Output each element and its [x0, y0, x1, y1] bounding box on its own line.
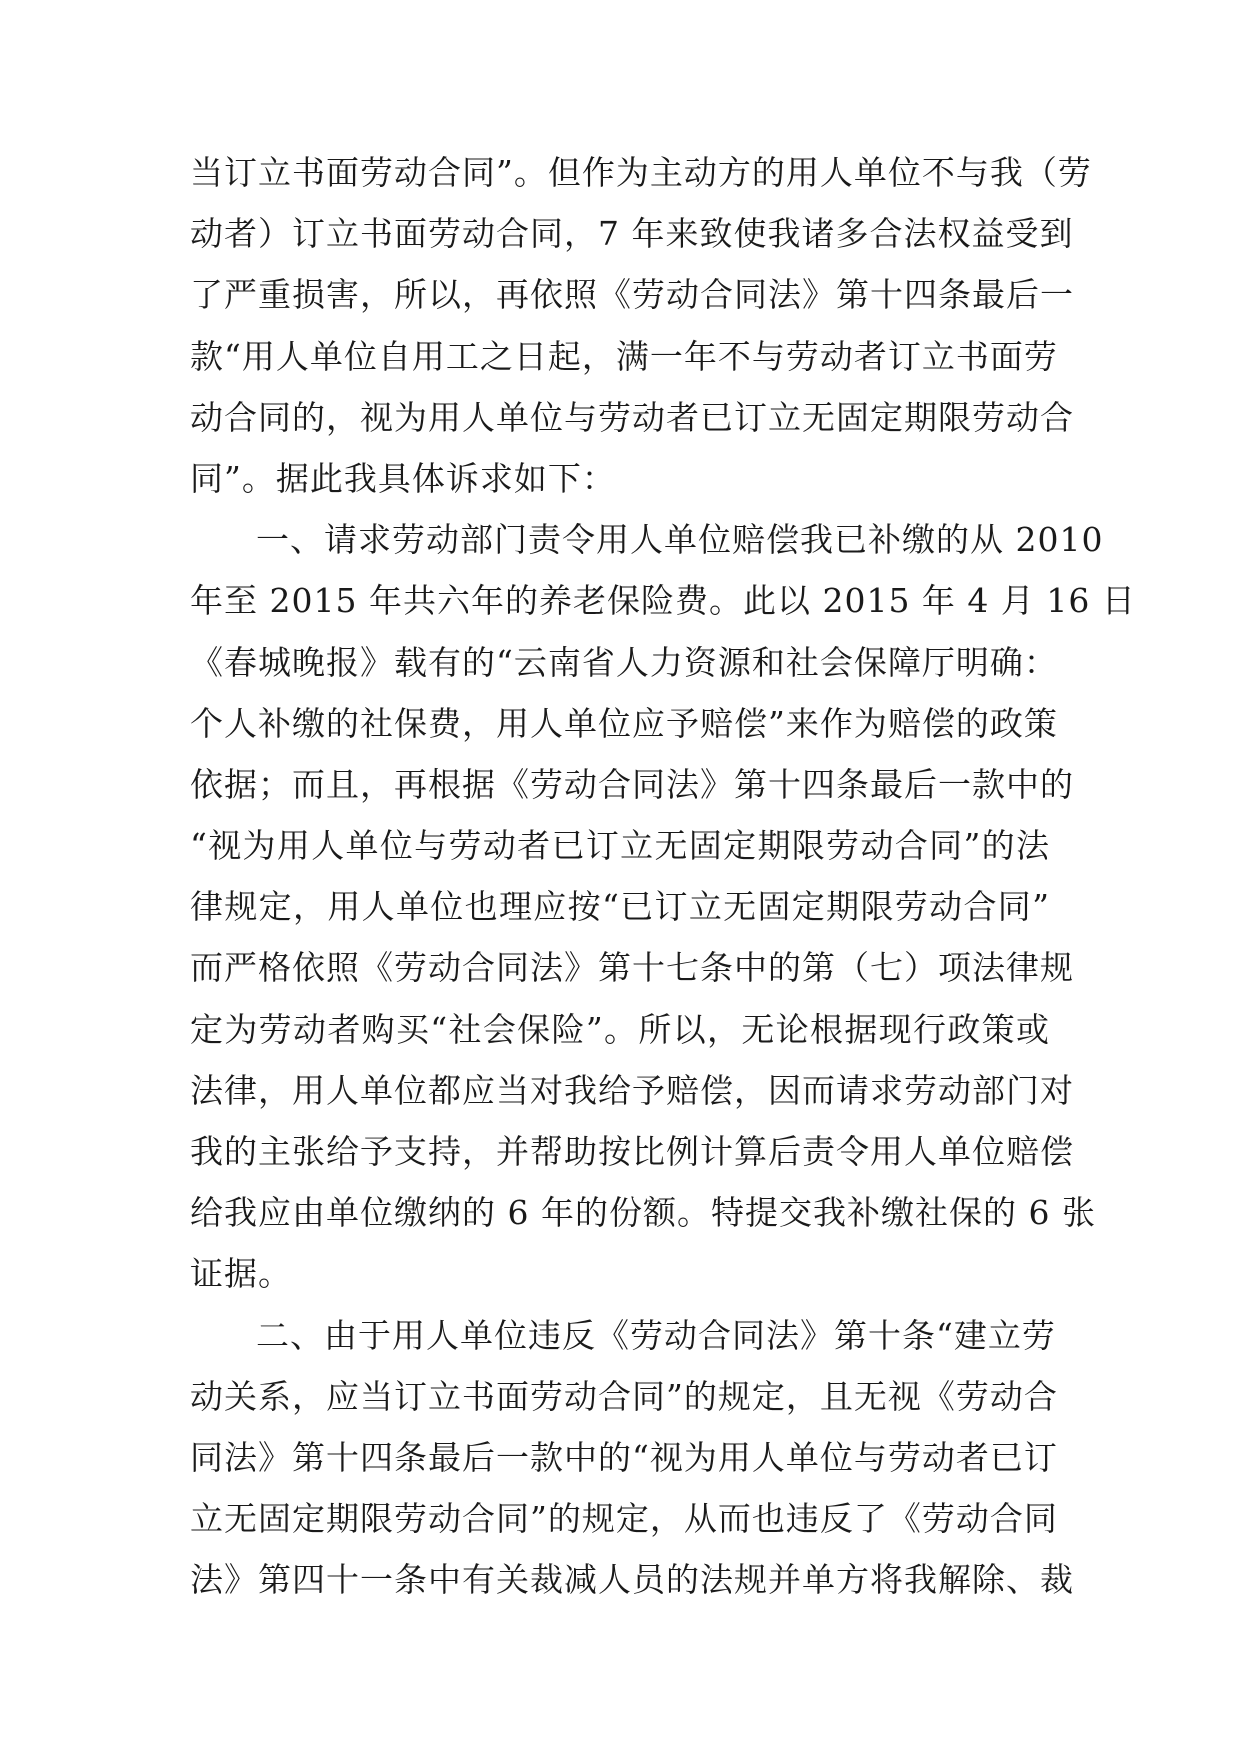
text-line: 同”。据此我具体诉求如下：	[190, 458, 616, 498]
text-line: 动关系，应当订立书面劳动合同”的规定，且无视《劳动合	[190, 1376, 1058, 1416]
text-line: “视为用人单位与劳动者已订立无固定期限劳动合同”的法	[190, 826, 1050, 866]
text-line: 了严重损害，所以，再依照《劳动合同法》第十四条最后一	[190, 275, 1074, 315]
text-line: 给我应由单位缴纳的 6 年的份额。特提交我补缴社保的 6 张	[190, 1193, 1096, 1233]
text-line: 证据。	[190, 1254, 292, 1294]
text-line: 而严格依照《劳动合同法》第十七条中的第（七）项法律规	[190, 948, 1074, 988]
text-line: 定为劳动者购买“社会保险”。所以，无论根据现行政策或	[190, 1009, 1050, 1049]
text-line: 律规定，用人单位也理应按“已订立无固定期限劳动合同”	[190, 887, 1050, 927]
text-line: 立无固定期限劳动合同”的规定，从而也违反了《劳动合同	[190, 1499, 1058, 1539]
text-line: 依据；而且，再根据《劳动合同法》第十四条最后一款中的	[190, 764, 1074, 804]
text-line: 我的主张给予支持，并帮助按比例计算后责令用人单位赔偿	[190, 1132, 1074, 1171]
text-line: 年至 2015 年共六年的养老保险费。此以 2015 年 4 月 16 日	[190, 581, 1136, 621]
text-line: 同法》第十四条最后一款中的“视为用人单位与劳动者已订	[190, 1437, 1058, 1477]
text-line: 动者）订立书面劳动合同，7 年来致使我诸多合法权益受到	[190, 214, 1074, 254]
document-body	[190, 142, 1136, 1611]
text-line: 款“用人单位自用工之日起，满一年不与劳动者订立书面劳	[190, 336, 1058, 376]
text-line: 《春城晚报》载有的“云南省人力资源和社会保障厅明确：	[190, 642, 1058, 682]
text-line: 当订立书面劳动合同”。但作为主动方的用人单位不与我（劳	[190, 153, 1092, 192]
text-line: 法》第四十一条中有关裁减人员的法规并单方将我解除、裁	[190, 1560, 1074, 1600]
text-line: 个人补缴的社保费，用人单位应予赔偿”来作为赔偿的政策	[190, 703, 1058, 743]
paragraph-start-line: 二、由于用人单位违反《劳动合同法》第十条“建立劳	[256, 1315, 1056, 1355]
text-line: 动合同的，视为用人单位与劳动者已订立无固定期限劳动合	[190, 397, 1074, 437]
paragraph-start-line: 一、请求劳动部门责令用人单位赔偿我已补缴的从 2010	[256, 520, 1104, 560]
text-line: 法律，用人单位都应当对我给予赔偿，因而请求劳动部门对	[190, 1070, 1074, 1110]
